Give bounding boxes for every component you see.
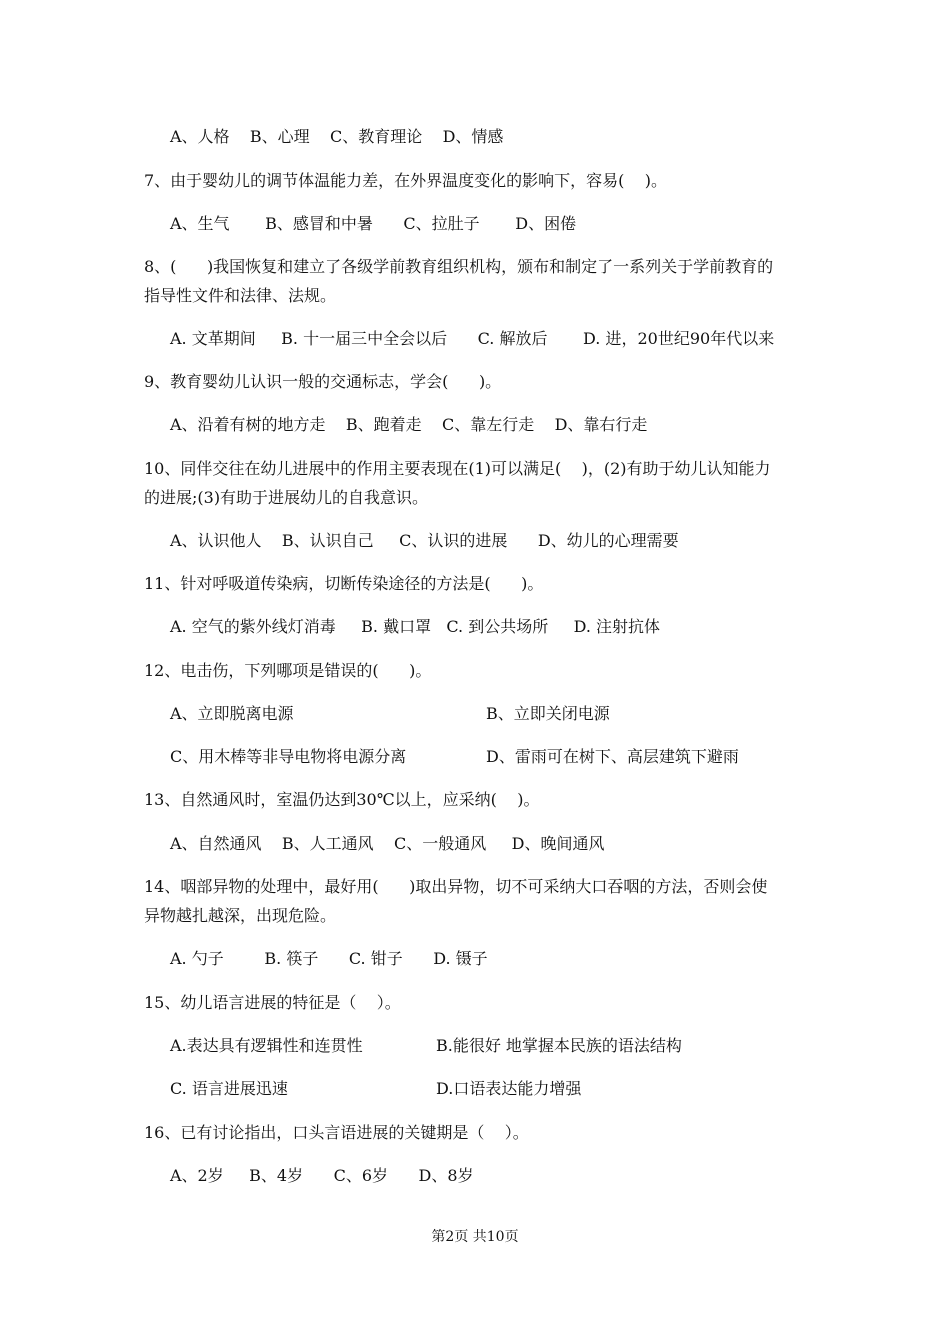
question-15: 15、幼儿语言进展的特征是（ ）。 [144, 993, 401, 1012]
question-14-line-2: 异物越扎越深，出现危险。 [144, 906, 337, 925]
question-8-line-2: 指导性文件和法律、法规。 [144, 286, 337, 305]
q8-options: A. 文革期间 B. 十一届三中全会以后 C. 解放后 D. 进，20世纪90年代以来 [170, 329, 775, 348]
question-14-line-1: 14、咽部异物的处理中，最好用( )取出异物，切不可采纳大口吞咽的方法，否则会使 [144, 877, 768, 896]
q16-options: A、2岁 B、4岁 C、6岁 D、8岁 [170, 1166, 474, 1185]
q15-option-d: D.口语表达能力增强 [436, 1079, 582, 1098]
q15-option-b: B.能很好 地掌握本民族的语法结构 [436, 1036, 682, 1055]
q15-option-a: A.表达具有逻辑性和连贯性 [170, 1036, 363, 1055]
question-12: 12、电击伤，下列哪项是错误的( )。 [144, 661, 432, 680]
q12-option-c: C、用木棒等非导电物将电源分离 [170, 747, 407, 766]
question-11: 11、针对呼吸道传染病，切断传染途径的方法是( )。 [144, 574, 544, 593]
question-7: 7、由于婴幼儿的调节体温能力差，在外界温度变化的影响下，容易( )。 [144, 171, 668, 190]
q12-option-b: B、立即关闭电源 [486, 704, 610, 723]
q15-option-c: C. 语言进展迅速 [170, 1079, 288, 1098]
question-10-line-1: 10、同伴交往在幼儿进展中的作用主要表现在(1)可以满足( )，(2)有助于幼儿认知能力 [144, 459, 771, 478]
q9-options: A、沿着有树的地方走 B、跑着走 C、靠左行走 D、靠右行走 [170, 415, 648, 434]
question-8-line-1: 8、( )我国恢复和建立了各级学前教育组织机构，颁布和制定了一系列关于学前教育的 [144, 257, 774, 276]
q7-options: A、生气 B、感冒和中暑 C、拉肚子 D、困倦 [170, 214, 577, 233]
q13-options: A、自然通风 B、人工通风 C、一般通风 D、晚间通风 [170, 834, 605, 853]
q14-options: A. 勺子 B. 筷子 C. 钳子 D. 镊子 [170, 949, 488, 968]
q10-options: A、认识他人 B、认识自己 C、认识的进展 D、幼儿的心理需要 [170, 531, 679, 550]
q12-option-a: A、立即脱离电源 [170, 704, 294, 723]
question-9: 9、教育婴幼儿认识一般的交通标志，学会( )。 [144, 372, 502, 391]
question-13: 13、自然通风时，室温仍达到30℃以上，应采纳( )。 [144, 790, 540, 809]
question-16: 16、已有讨论指出，口头言语进展的关键期是（ ）。 [144, 1123, 529, 1142]
question-10-line-2: 的进展;(3)有助于进展幼儿的自我意识。 [144, 488, 429, 507]
page-footer: 第2页 共10页 [431, 1229, 519, 1245]
q11-options: A. 空气的紫外线灯消毒 B. 戴口罩 C. 到公共场所 D. 注射抗体 [170, 617, 661, 636]
q6-options: A、人格 B、心理 C、教育理论 D、情感 [170, 127, 504, 146]
q12-option-d: D、雷雨可在树下、高层建筑下避雨 [486, 747, 739, 766]
